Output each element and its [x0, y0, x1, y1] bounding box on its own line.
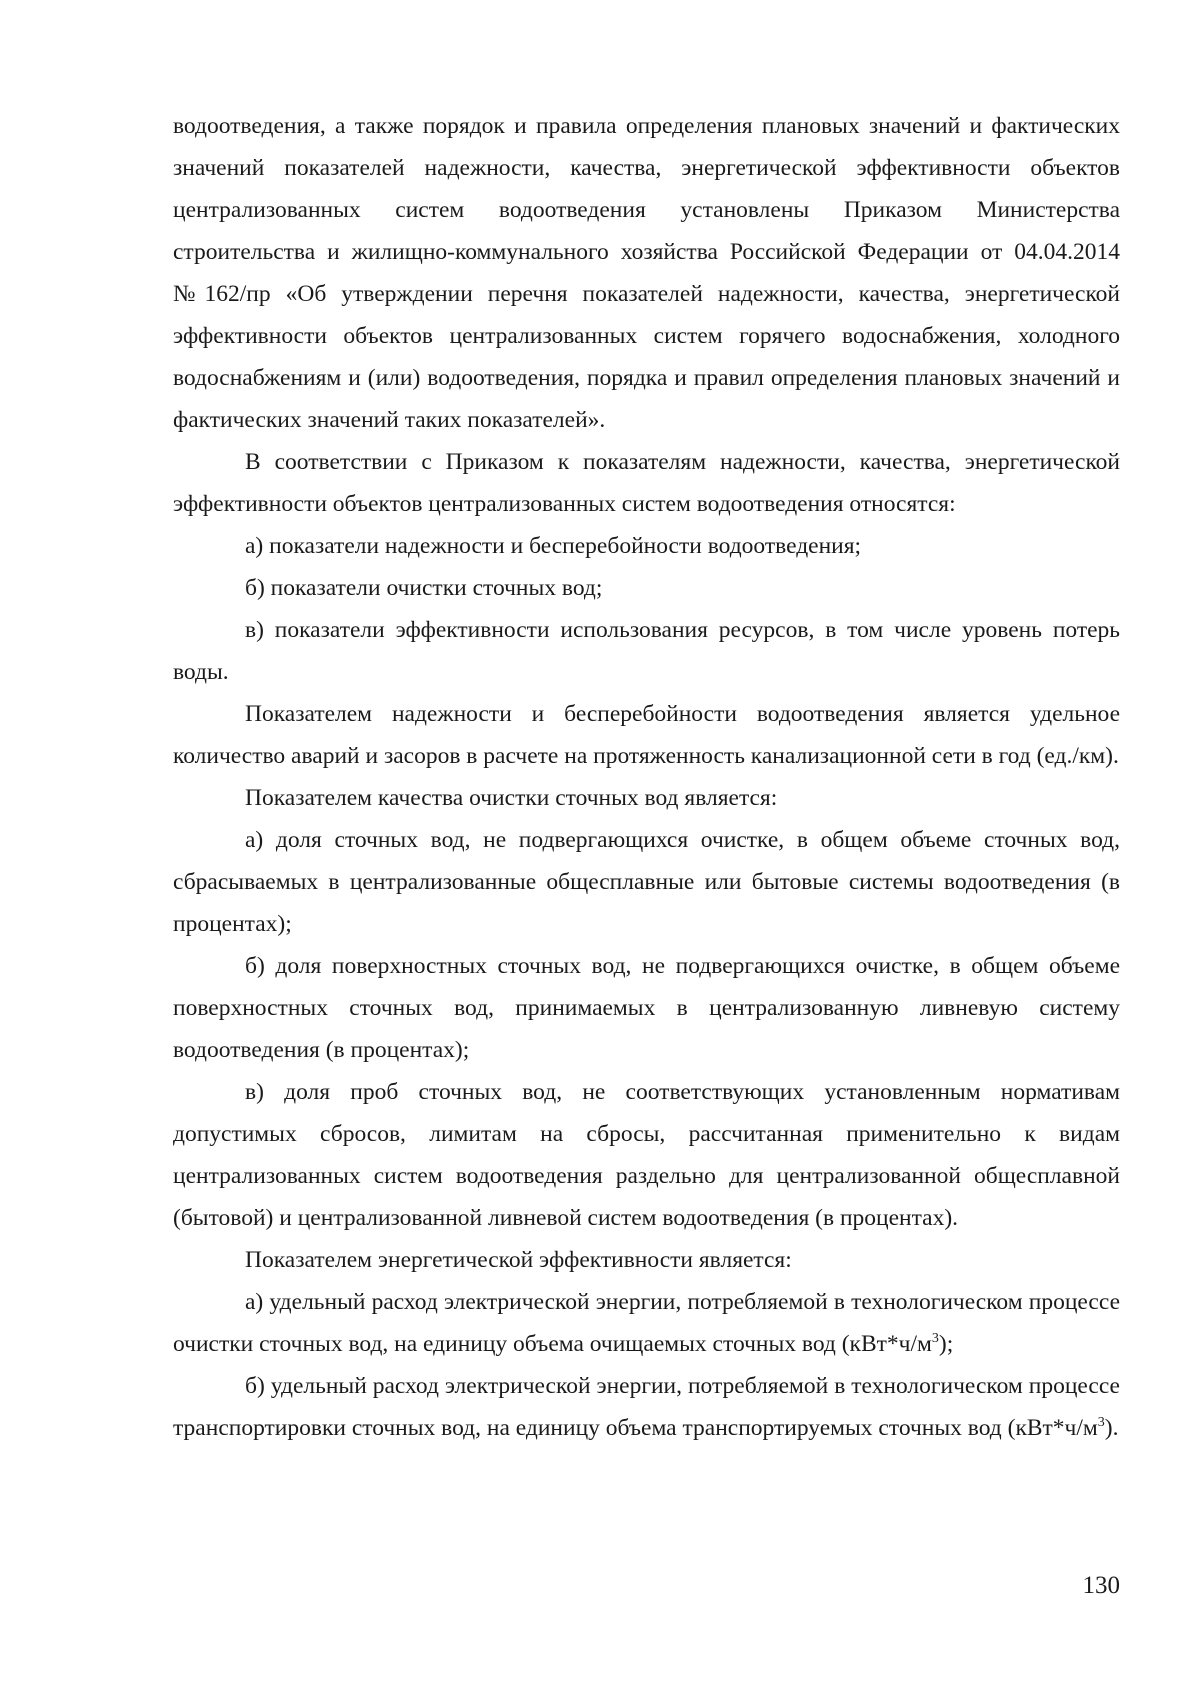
list-item-c: в) показатели эффективности использования ресурсов, в том числе уровень потерь воды.: [173, 617, 1120, 685]
paragraph-continuation: водоотведения, а также порядок и правила определения плановых значений и фактических значений показателей надежности, качества, энергетической эффективности объектов централизованных систем водоотведения установлены Приказом Министерства строительства и жилищно-коммунального хозяйства Российской Федерации от 04.04.2014 №162/пр «Об утверждении перечня показателей надежности, качества, энергетической эффективности объектов централизованных систем горячего водоснабжения, холодного водоснабжениям и (или) водоотведения, порядка и правил определения плановых значений и фактических значений таких показателей».: [173, 113, 1120, 433]
energy-item-a: [173, 1281, 1120, 1365]
document-body: [173, 105, 1120, 1449]
list-item-a: а) показатели надежности и бесперебойности водоотведения;: [245, 533, 862, 559]
energy-item-a-end: );: [938, 1331, 954, 1357]
paragraph-energy-intro: Показателем энергетической эффективности является:: [245, 1247, 792, 1273]
paragraph-reliability-indicator: Показателем надежности и бесперебойности водоотведения является удельное количество аварий и засоров в расчете на протяженность канализационной сети в год (ед./км).: [173, 701, 1120, 769]
quality-item-b: б) доля поверхностных сточных вод, не подвергающихся очистке, в общем объеме поверхностных сточных вод, принимаемых в централизованную ливневую систему водоотведения (в процентах);: [173, 953, 1120, 1063]
superscript: 3: [1097, 1415, 1105, 1431]
quality-item-c: в) доля проб сточных вод, не соответствующих установленным нормативам допустимых сбросов, лимитам на сбросы, рассчитанная применительно к видам централизованных систем водоотведения раздельно для централизованной общесплавной (бытовой) и централизованной ливневой систем водоотведения (в процентах).: [173, 1079, 1120, 1231]
superscript: 3: [931, 1331, 939, 1347]
paragraph-indicators-intro: В соответствии с Приказом к показателям надежности, качества, энергетической эффективности объектов централизованных систем водоотведения относятся:: [173, 449, 1120, 517]
quality-item-a: а) доля сточных вод, не подвергающихся очистке, в общем объеме сточных вод, сбрасываемых в централизованные общесплавные или бытовые системы водоотведения (в процентах);: [173, 827, 1120, 937]
energy-item-b-end: ).: [1104, 1415, 1119, 1441]
paragraph-quality-intro: Показателем качества очистки сточных вод является:: [245, 785, 778, 811]
page-number: 130: [1082, 1572, 1120, 1599]
energy-item-b-text: б) удельный расход электрической энергии, потребляемой в технологическом процессе транспортировки сточных вод, на единицу объема транспортируемых сточных вод (кВт*ч/м: [173, 1373, 1120, 1441]
list-item-b: б) показатели очистки сточных вод;: [245, 575, 603, 601]
energy-item-a-text: а) удельный расход электрической энергии, потребляемой в технологическом процессе очистки сточных вод, на единицу объема очищаемых сточных вод (кВт*ч/м: [173, 1289, 1120, 1357]
energy-item-b: [173, 1365, 1120, 1449]
